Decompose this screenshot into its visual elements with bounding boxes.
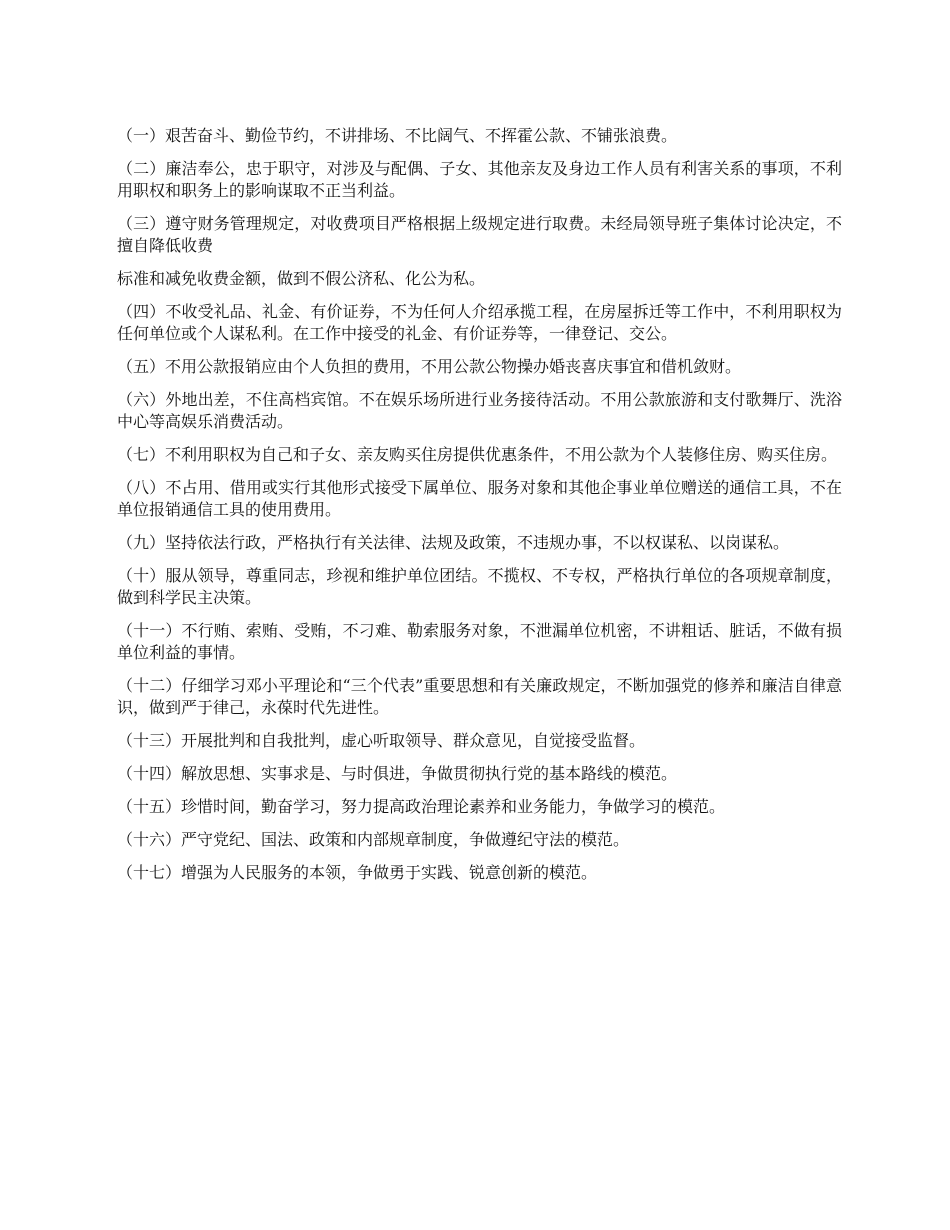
paragraph-4: （四）不收受礼品、礼金、有价证券，不为任何人介绍承揽工程，在房屋拆迁等工作中，不利用职权为任何单位或个人谋私利。在工作中接受的礼金、有价证券等，一律登记、交公。 (117, 302, 842, 343)
paragraph-12: （十二）仔细学习邓小平理论和“三个代表”重要思想和有关廉政规定，不断加强党的修养和廉洁自律意识，做到严于律己，永葆时代先进性。 (117, 676, 842, 717)
paragraph-13: （十三）开展批判和自我批判，虚心听取领导、群众意见，自觉接受监督。 (117, 731, 646, 750)
paragraph-1: （一）艰苦奋斗、勤俭节约，不讲排场、不比阔气、不挥霍公款、不铺张浪费。 (117, 126, 678, 145)
paragraph-3-continued: 标准和减免收费金额，做到不假公济私、化公为私。 (117, 269, 486, 288)
paragraph-10: （十）服从领导，尊重同志，珍视和维护单位团结。不揽权、不专权，严格执行单位的各项规章制度，做到科学民主决策。 (117, 566, 842, 607)
paragraph-17: （十七）增强为人民服务的本领，争做勇于实践、锐意创新的模范。 (117, 863, 598, 882)
paragraph-11: （十一）不行贿、索贿、受贿，不刁难、勒索服务对象，不泄漏单位机密，不讲粗话、脏话，不做有损单位利益的事情。 (117, 621, 842, 662)
paragraph-7: （七）不利用职权为自己和子女、亲友购买住房提供优惠条件，不用公款为个人装修住房、购买住房。 (117, 445, 838, 464)
paragraph-14: （十四）解放思想、实事求是、与时俱进，争做贯彻执行党的基本路线的模范。 (117, 764, 678, 783)
paragraph-2: （二）廉洁奉公，忠于职守，对涉及与配偶、子女、其他亲友及身边工作人员有利害关系的事项，不利用职权和职务上的影响谋取不正当利益。 (117, 159, 842, 200)
paragraph-16: （十六）严守党纪、国法、政策和内部规章制度，争做遵纪守法的模范。 (117, 830, 630, 849)
paragraph-8: （八）不占用、借用或实行其他形式接受下属单位、服务对象和其他企事业单位赠送的通信工具，不在单位报销通信工具的使用费用。 (117, 478, 842, 519)
paragraph-9: （九）坚持依法行政，严格执行有关法律、法规及政策，不违规办事，不以权谋私、以岗谋私。 (117, 533, 790, 552)
paragraph-5: （五）不用公款报销应由个人负担的费用，不用公款公物操办婚丧喜庆事宜和借机敛财。 (117, 357, 742, 376)
document-body (117, 125, 842, 895)
paragraph-15: （十五）珍惜时间，勤奋学习，努力提高政治理论素养和业务能力，争做学习的模范。 (117, 797, 726, 816)
paragraph-6: （六）外地出差，不住高档宾馆。不在娱乐场所进行业务接待活动。不用公款旅游和支付歌舞厅、洗浴中心等高娱乐消费活动。 (117, 390, 842, 431)
paragraph-3: （三）遵守财务管理规定，对收费项目严格根据上级规定进行取费。未经局领导班子集体讨论决定，不擅自降低收费 (117, 214, 842, 255)
